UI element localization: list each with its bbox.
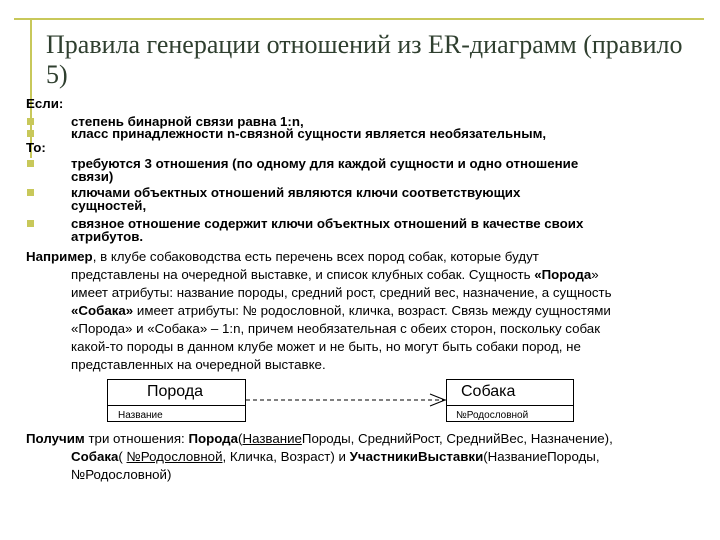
bullet-icon: [27, 118, 34, 125]
crows-foot-upper: [430, 394, 445, 400]
example-line-2: [71, 267, 599, 282]
if-item-2: класс принадлежности n-связной сущности является необязательным,: [71, 126, 547, 141]
left-rule: [30, 18, 32, 158]
then-item-3-line2: атрибутов.: [71, 229, 144, 244]
crows-foot-lower: [430, 400, 445, 406]
top-rule: [14, 18, 704, 20]
bullet-icon: [27, 130, 34, 137]
example-line-1-rest: , в клубе собаководства есть перечень всех пород собак, которые будут: [92, 249, 539, 264]
entity-sobaka-key: №Родословной: [456, 410, 529, 421]
if-item-1: степень бинарной связи равна 1:n,: [71, 114, 304, 129]
example-line-4-bold: «Собака»: [71, 303, 134, 318]
example-line-2-end: »: [591, 267, 599, 282]
result-l2e: УчастникиВыставки: [349, 449, 484, 464]
result-line-1: [26, 431, 613, 446]
result-l1c: (: [238, 431, 243, 446]
bullet-icon: [27, 189, 34, 196]
entity-poroda-divider: [107, 405, 246, 406]
example-line-7: представленных на очередной выставке.: [71, 357, 326, 372]
example-line-5: «Порода» и «Собака» – 1:n, причем необязательная с обеих сторон, поскольку собак: [71, 321, 601, 336]
result-l2d: , Кличка, Возраст) и: [222, 449, 346, 464]
entity-sobaka-divider: [446, 405, 574, 406]
example-line-4: [71, 303, 611, 318]
result-line-2: [71, 449, 600, 464]
relationship-line: [246, 390, 446, 410]
example-line-2-bold: «Порода: [534, 267, 592, 282]
example-line-6: какой-то породы в данном клубе может и не быть, но могут быть собаки пород, не: [71, 339, 581, 354]
then-item-2-line2: сущностей,: [71, 198, 147, 213]
example-line-2-text: представлены на очередной выставке, и список клубных собак. Сущность: [71, 267, 531, 282]
then-item-2-line1: ключами объектных отношений являются ключи соответствующих: [71, 185, 521, 200]
then-item-3-line1: связное отношение содержит ключи объектных отношений в качестве своих: [71, 216, 584, 231]
then-item-1-line2: связи): [71, 169, 114, 184]
result-l1b: Порода: [188, 431, 239, 446]
result-l1a: три отношения:: [88, 431, 185, 446]
example-line-1: [26, 249, 539, 264]
entity-sobaka-name: Собака: [461, 383, 516, 400]
result-l2f: (НазваниеПороды,: [483, 449, 600, 464]
example-lead: Например: [26, 249, 93, 264]
entity-poroda-name: Порода: [147, 383, 204, 400]
result-line-3: №Родословной): [71, 467, 172, 482]
result-l2c: №Родословной: [126, 449, 223, 464]
slide-title: Правила генерации отношений из ER-диаграмм (правило 5): [46, 30, 683, 89]
example-line-3: имеет атрибуты: название породы, средний рост, средний вес, назначение, а сущность: [71, 285, 612, 300]
example-line-4-rest: имеет атрибуты: № родословной, кличка, возраст. Связь между сущностями: [136, 303, 611, 318]
result-l2b: (: [118, 449, 127, 464]
result-l2a: Собака: [71, 449, 119, 464]
result-l1d: Название: [242, 431, 302, 446]
bullet-icon: [27, 220, 34, 227]
result-lead: Получим: [26, 431, 85, 446]
then-item-1-line1: требуются 3 отношения (по одному для каждой сущности и одно отношение: [71, 156, 579, 171]
then-label: То:: [26, 140, 46, 155]
entity-poroda-key: Название: [118, 410, 163, 421]
result-l1e: Породы, СреднийРост, СреднийВес, Назначение),: [301, 431, 613, 446]
if-label: Если:: [26, 96, 64, 111]
bullet-icon: [27, 160, 34, 167]
